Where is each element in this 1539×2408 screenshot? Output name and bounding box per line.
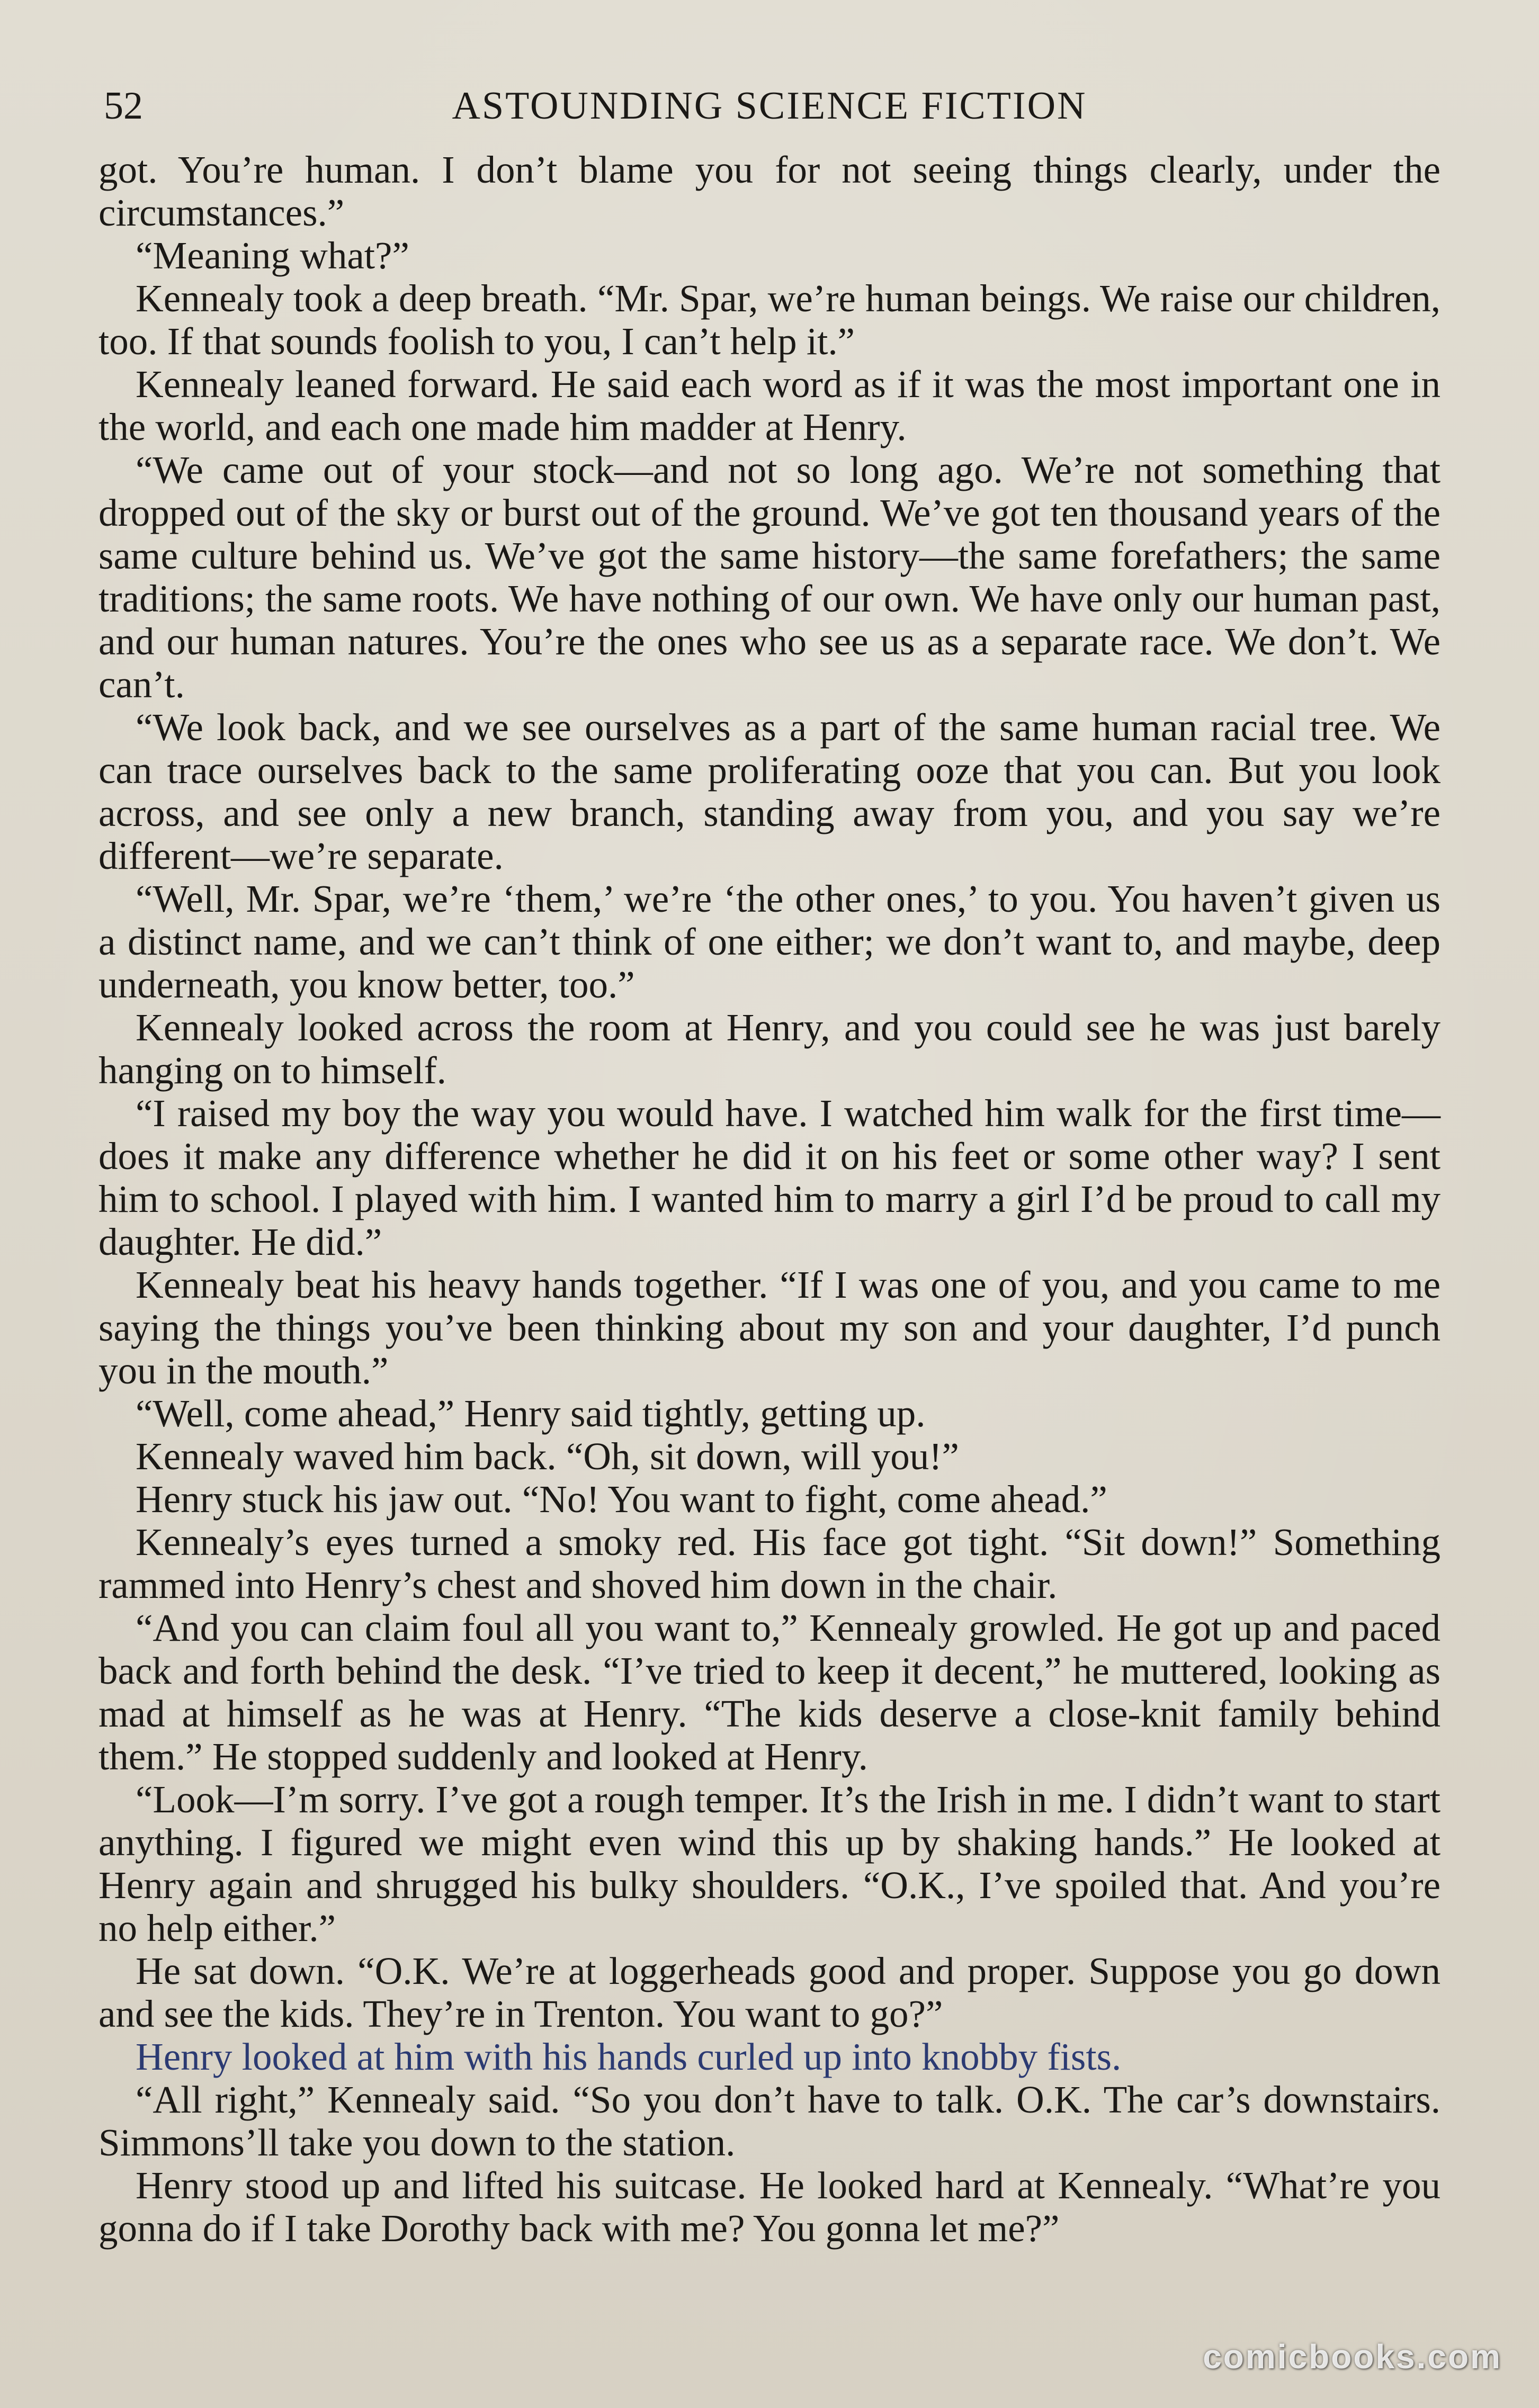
paragraph: Kennealy leaned forward. He said each word as if it was the most important one in the world, and each one made him madder at Henry. (99, 363, 1440, 448)
paragraph: Kennealy waved him back. “Oh, sit down, will you!” (136, 1435, 959, 1478)
paragraph: “And you can claim foul all you want to,” Kennealy growled. He got up and paced back and forth behind the desk. “I’ve tried to keep it decent,” he muttered, looking as mad at himself as he was at Henry. “The kids deserve a close-knit family behind them.” He stopped suddenly and looked at Henry. (99, 1606, 1440, 1778)
paragraph: Henry stood up and lifted his suitcase. He looked hard at Kennealy. “What’re you gonna do if I take Dorothy back with me? You gonna let me?” (99, 2164, 1440, 2250)
paragraph: Kennealy’s eyes turned a smoky red. His face got tight. “Sit down!” Something rammed into Henry’s chest and shoved him down in the chair. (99, 1521, 1440, 1606)
story-text (99, 148, 1440, 2250)
paragraph: He sat down. “O.K. We’re at loggerheads good and proper. Suppose you go down and see the kids. They’re in Trenton. You want to go?” (99, 1949, 1440, 2035)
paragraph: “All right,” Kennealy said. “So you don’t have to talk. O.K. The car’s downstairs. Simmons’ll take you down to the station. (99, 2078, 1440, 2164)
paragraph: “We look back, and we see ourselves as a part of the same human racial tree. We can trace ourselves back to the same proliferating ooze that you can. But you look across, and see only a new branch, standing away from you, and you say we’re different—we’re separate. (99, 706, 1440, 877)
paragraph: Henry stuck his jaw out. “No! You want to fight, come ahead.” (136, 1478, 1107, 1521)
paragraph: Kennealy looked across the room at Henry, and you could see he was just barely hanging on to himself. (99, 1006, 1440, 1092)
paragraph: “Look—I’m sorry. I’ve got a rough temper. It’s the Irish in me. I didn’t want to start anything. I figured we might even wind this up by shaking hands.” He looked at Henry again and shrugged his bulky shoulders. “O.K., I’ve spoiled that. And you’re no help either.” (99, 1778, 1440, 1949)
page-number: 52 (104, 84, 143, 128)
magazine-title: ASTOUNDING SCIENCE FICTION (452, 84, 1087, 128)
running-head (104, 79, 1435, 132)
paragraph: “Well, come ahead,” Henry said tightly, getting up. (136, 1392, 926, 1435)
paragraph-highlighted: Henry looked at him with his hands curled up into knobby fists. (136, 2035, 1122, 2078)
site-watermark: comicbooks.com (1203, 2338, 1502, 2376)
paragraph: “Well, Mr. Spar, we’re ‘them,’ we’re ‘the other ones,’ to you. You haven’t given us a distinct name, and we can’t think of one either; we don’t want to, and maybe, deep underneath, you know better, too.” (99, 877, 1440, 1006)
paragraph: Kennealy beat his heavy hands together. “If I was one of you, and you came to me saying the things you’ve been thinking about my son and your daughter, I’d punch you in the mouth.” (99, 1263, 1440, 1392)
paragraph: “Meaning what?” (136, 234, 409, 277)
paragraph: got. You’re human. I don’t blame you for not seeing things clearly, under the circumstances.” (99, 148, 1440, 234)
paragraph: Kennealy took a deep breath. “Mr. Spar, we’re human beings. We raise our children, too. If that sounds foolish to you, I can’t help it.” (99, 277, 1440, 363)
paragraph: “I raised my boy the way you would have. I watched him walk for the first time—does it make any difference whether he did it on his feet or some other way? I sent him to school. I played with him. I wanted him to marry a girl I’d be proud to call my daughter. He did.” (99, 1092, 1440, 1263)
paragraph: “We came out of your stock—and not so long ago. We’re not something that dropped out of the sky or burst out of the ground. We’ve got ten thousand years of the same culture behind us. We’ve got the same history—the same forefathers; the same traditions; the same roots. We have nothing of our own. We have only our human past, and our human natures. You’re the ones who see us as a separate race. We don’t. We can’t. (99, 448, 1440, 706)
